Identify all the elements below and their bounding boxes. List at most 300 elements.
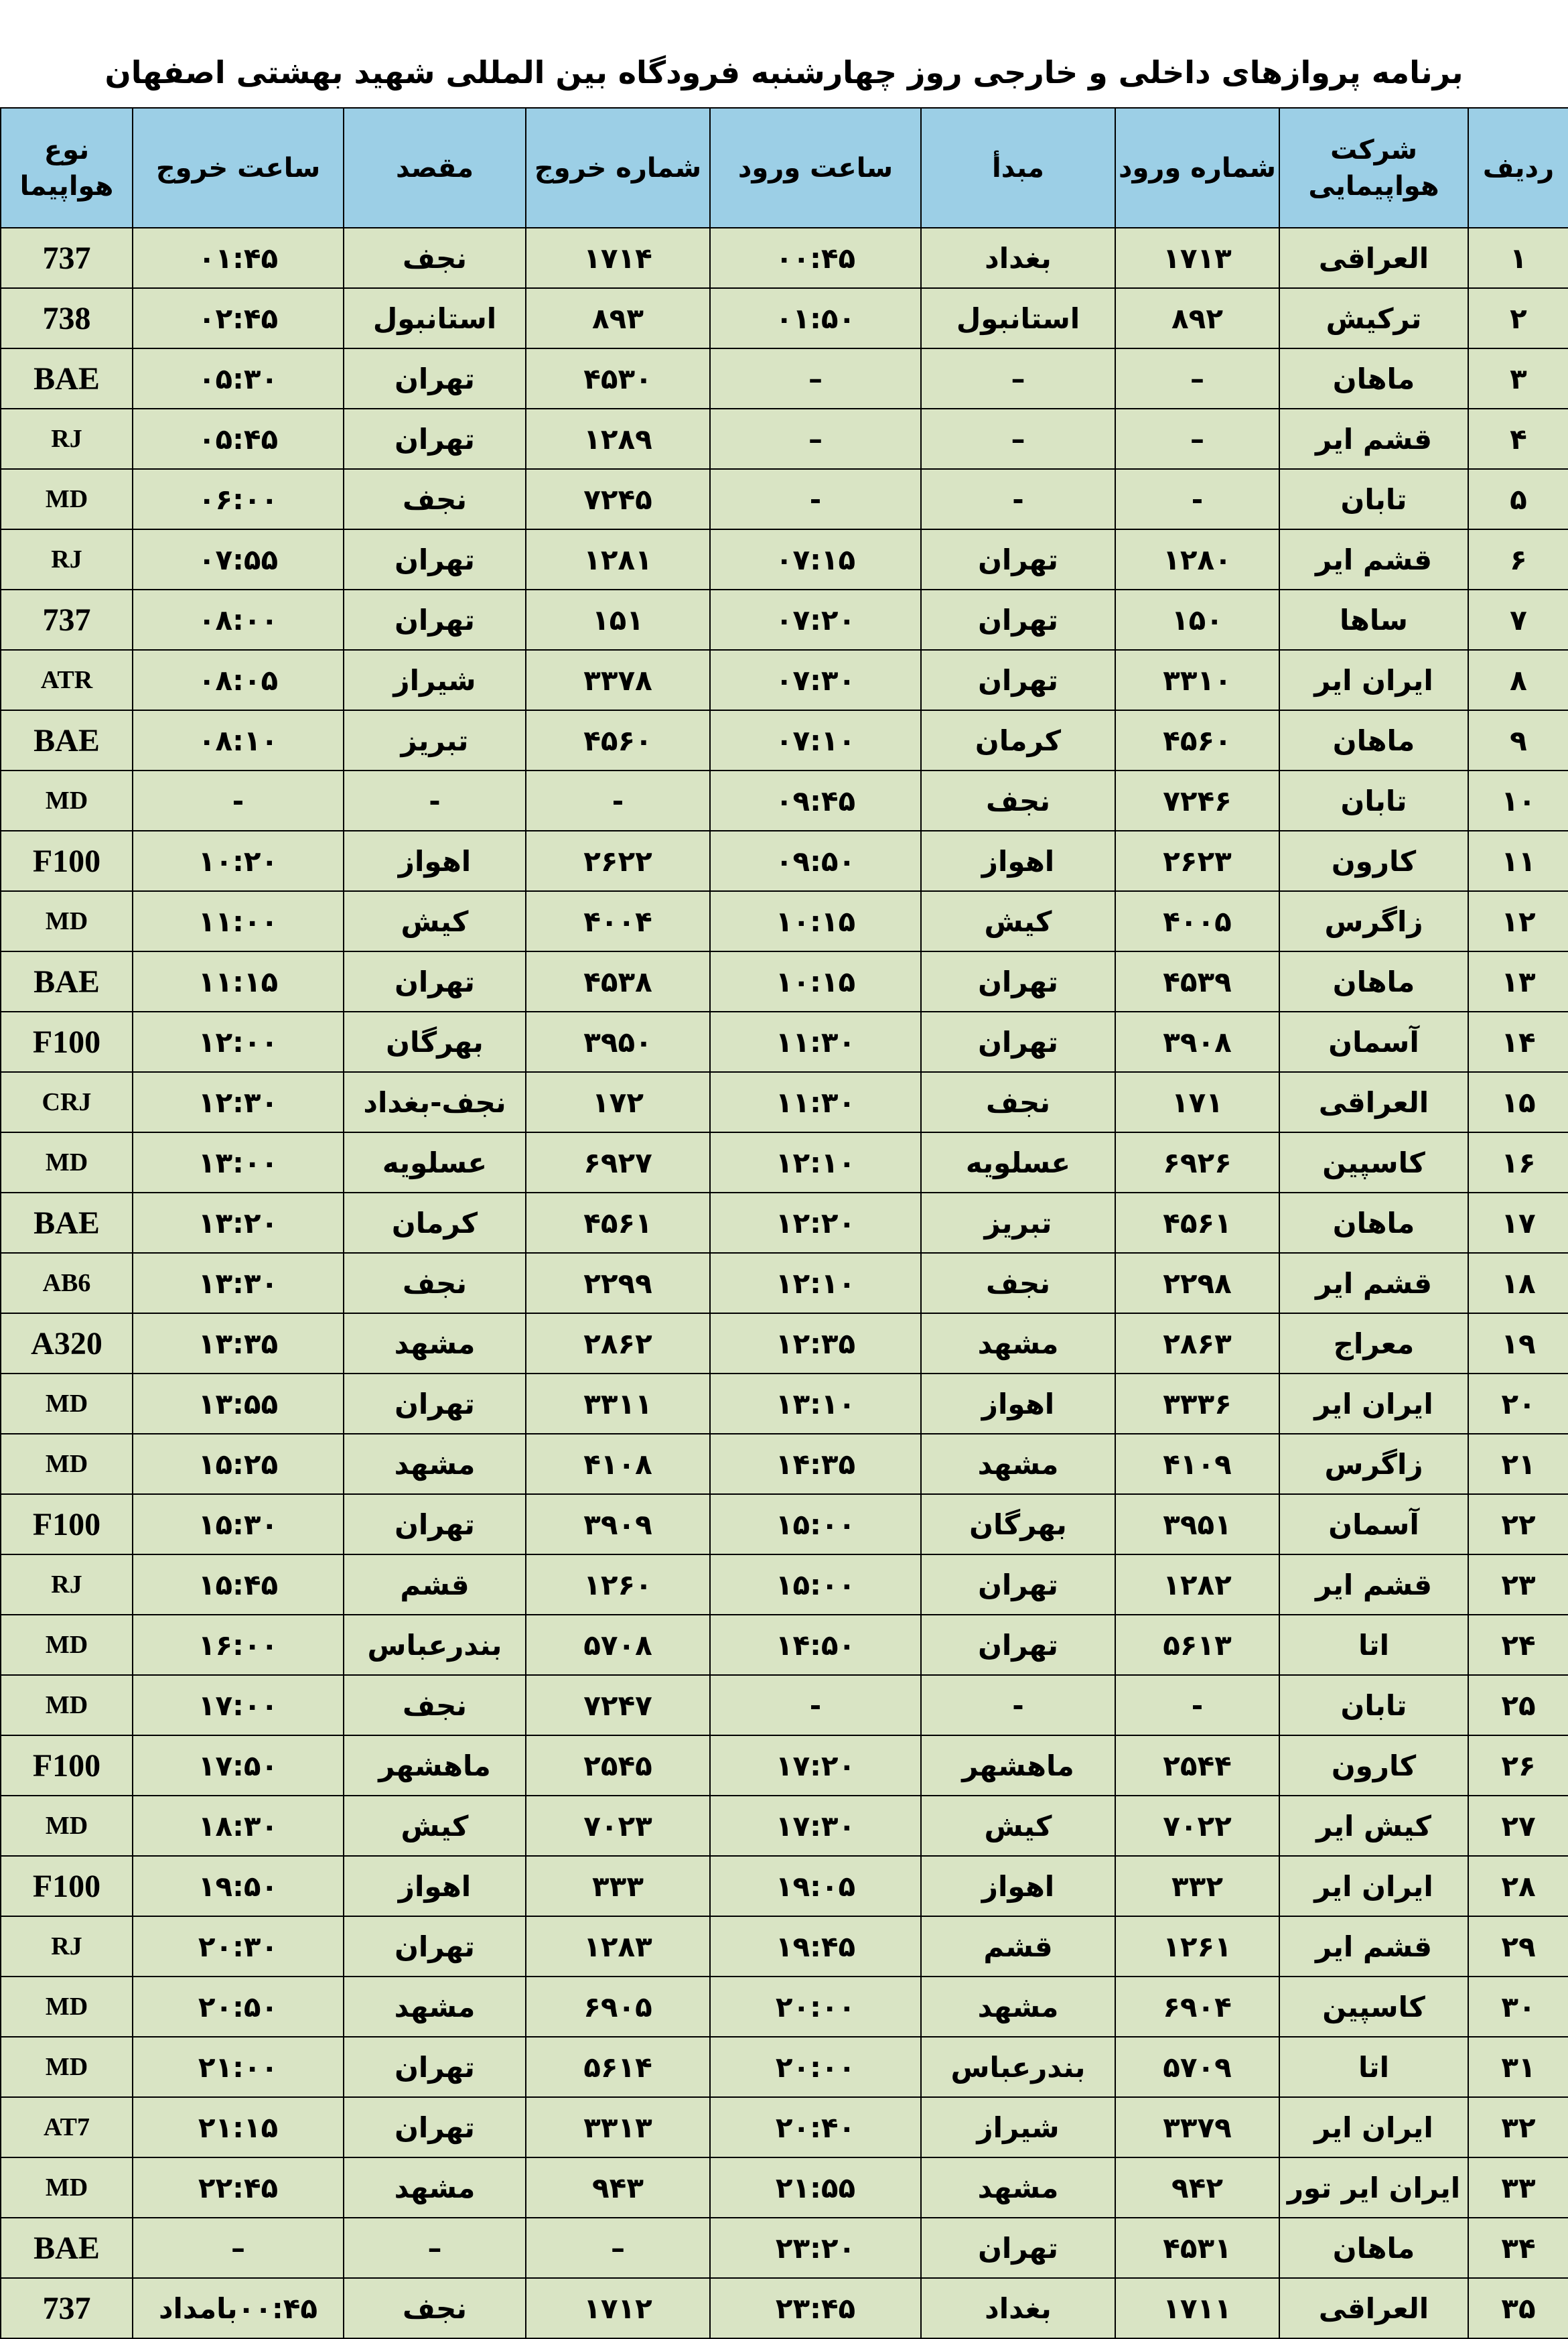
origin-cell: -: [921, 1675, 1115, 1735]
arrival-time-cell: ۱۰:۱۵: [710, 891, 921, 951]
table-row: [1, 348, 1568, 409]
row-number-cell: ۳۲: [1468, 2097, 1568, 2157]
arrival-number-cell: ۱۲۸۰: [1115, 529, 1279, 590]
departure-number-cell: ۳۳۳: [526, 1856, 710, 1916]
row-number-cell: ۲۵: [1468, 1675, 1568, 1735]
row-number-cell: ۱۱: [1468, 831, 1568, 891]
arrival-number-cell: –: [1115, 409, 1279, 469]
table-row: [1, 2157, 1568, 2218]
table-row: [1, 1374, 1568, 1434]
aircraft-type-cell: RJ: [1, 409, 133, 469]
aircraft-type-cell: ATR: [1, 650, 133, 710]
airline-cell: کارون: [1279, 1735, 1468, 1796]
departure-time-cell: ۰۸:۰۵: [133, 650, 344, 710]
flight-schedule-table: [0, 107, 1568, 2339]
departure-number-cell: ۲۶۲۲: [526, 831, 710, 891]
header-airline: شرکت هواپیمایی: [1279, 108, 1468, 228]
arrival-number-cell: ۱۷۱: [1115, 1072, 1279, 1132]
arrival-number-cell: ۴۵۶۱: [1115, 1193, 1279, 1253]
row-number-cell: ۳: [1468, 348, 1568, 409]
arrival-time-cell: ۰۷:۱۰: [710, 710, 921, 771]
origin-cell: نجف: [921, 771, 1115, 831]
row-number-cell: ۲۰: [1468, 1374, 1568, 1434]
arrival-time-cell: –: [710, 409, 921, 469]
row-number-cell: ۳۴: [1468, 2218, 1568, 2278]
arrival-time-cell: ۱۴:۵۰: [710, 1615, 921, 1675]
destination-cell: ماهشهر: [344, 1735, 526, 1796]
origin-cell: بهرگان: [921, 1494, 1115, 1554]
arrival-number-cell: ۹۴۲: [1115, 2157, 1279, 2218]
airline-cell: العراقی: [1279, 1072, 1468, 1132]
arrival-number-cell: ۳۳۱۰: [1115, 650, 1279, 710]
departure-time-cell: -: [133, 771, 344, 831]
arrival-number-cell: ۴۰۰۵: [1115, 891, 1279, 951]
destination-cell: –: [344, 2218, 526, 2278]
aircraft-type-cell: MD: [1, 2037, 133, 2097]
aircraft-type-cell: F100: [1, 831, 133, 891]
departure-time-cell: ۲۲:۴۵: [133, 2157, 344, 2218]
destination-cell: نجف: [344, 2278, 526, 2338]
origin-cell: بغداد: [921, 2278, 1115, 2338]
airline-cell: زاگرس: [1279, 891, 1468, 951]
departure-time-cell: ۰۶:۰۰: [133, 469, 344, 529]
table-row: [1, 1193, 1568, 1253]
arrival-number-cell: ۶۹۰۴: [1115, 1977, 1279, 2037]
airline-cell: ماهان: [1279, 951, 1468, 1012]
row-number-cell: ۲۹: [1468, 1916, 1568, 1977]
origin-cell: عسلویه: [921, 1132, 1115, 1193]
table-row: [1, 1253, 1568, 1313]
destination-cell: تهران: [344, 951, 526, 1012]
aircraft-type-cell: MD: [1, 1374, 133, 1434]
aircraft-type-cell: AT7: [1, 2097, 133, 2157]
aircraft-type-cell: MD: [1, 891, 133, 951]
departure-number-cell: ۱۵۱: [526, 590, 710, 650]
table-row: [1, 469, 1568, 529]
origin-cell: اهواز: [921, 831, 1115, 891]
airline-cell: ماهان: [1279, 348, 1468, 409]
table-row: [1, 891, 1568, 951]
origin-cell: نجف: [921, 1072, 1115, 1132]
aircraft-type-cell: BAE: [1, 348, 133, 409]
aircraft-type-cell: BAE: [1, 1193, 133, 1253]
airline-cell: ایران ایر تور: [1279, 2157, 1468, 2218]
aircraft-type-cell: BAE: [1, 2218, 133, 2278]
departure-number-cell: ۱۷۲: [526, 1072, 710, 1132]
arrival-time-cell: ۰۷:۳۰: [710, 650, 921, 710]
destination-cell: کیش: [344, 891, 526, 951]
arrival-number-cell: ۷۲۴۶: [1115, 771, 1279, 831]
departure-time-cell: ۰۵:۴۵: [133, 409, 344, 469]
origin-cell: مشهد: [921, 1313, 1115, 1374]
arrival-number-cell: ۱۵۰: [1115, 590, 1279, 650]
departure-time-cell: ۱۳:۵۵: [133, 1374, 344, 1434]
arrival-time-cell: –: [710, 348, 921, 409]
destination-cell: تهران: [344, 590, 526, 650]
arrival-number-cell: ۲۵۴۴: [1115, 1735, 1279, 1796]
airline-cell: اتا: [1279, 1615, 1468, 1675]
departure-time-cell: ۲۱:۰۰: [133, 2037, 344, 2097]
row-number-cell: ۲: [1468, 288, 1568, 348]
departure-number-cell: ۳۳۷۸: [526, 650, 710, 710]
destination-cell: نجف: [344, 469, 526, 529]
airline-cell: تابان: [1279, 1675, 1468, 1735]
origin-cell: اهواز: [921, 1374, 1115, 1434]
aircraft-type-cell: RJ: [1, 529, 133, 590]
table-row: [1, 650, 1568, 710]
departure-time-cell: ۱۲:۰۰: [133, 1012, 344, 1072]
departure-number-cell: ۷۲۴۷: [526, 1675, 710, 1735]
origin-cell: مشهد: [921, 2157, 1115, 2218]
aircraft-type-cell: MD: [1, 2157, 133, 2218]
destination-cell: عسلویه: [344, 1132, 526, 1193]
departure-number-cell: ۷۰۲۳: [526, 1796, 710, 1856]
airline-cell: ایران ایر: [1279, 1856, 1468, 1916]
destination-cell: تبریز: [344, 710, 526, 771]
arrival-number-cell: ۴۵۳۱: [1115, 2218, 1279, 2278]
origin-cell: کیش: [921, 1796, 1115, 1856]
table-row: [1, 1313, 1568, 1374]
departure-time-cell: ۱۱:۰۰: [133, 891, 344, 951]
table-row: [1, 1434, 1568, 1494]
aircraft-type-cell: MD: [1, 1977, 133, 2037]
arrival-time-cell: ۱۹:۰۵: [710, 1856, 921, 1916]
departure-number-cell: ۵۶۱۴: [526, 2037, 710, 2097]
arrival-number-cell: ۱۲۸۲: [1115, 1554, 1279, 1615]
destination-cell: مشهد: [344, 2157, 526, 2218]
arrival-time-cell: ۱۴:۳۵: [710, 1434, 921, 1494]
airline-cell: ماهان: [1279, 710, 1468, 771]
row-number-cell: ۷: [1468, 590, 1568, 650]
table-row: [1, 1856, 1568, 1916]
aircraft-type-cell: MD: [1, 771, 133, 831]
table-row: [1, 2278, 1568, 2338]
departure-number-cell: ۴۵۶۱: [526, 1193, 710, 1253]
arrival-number-cell: ۵۷۰۹: [1115, 2037, 1279, 2097]
arrival-time-cell: ۲۳:۴۵: [710, 2278, 921, 2338]
destination-cell: تهران: [344, 348, 526, 409]
table-row: [1, 2097, 1568, 2157]
destination-cell: تهران: [344, 2037, 526, 2097]
departure-number-cell: ۲۲۹۹: [526, 1253, 710, 1313]
row-number-cell: ۱۹: [1468, 1313, 1568, 1374]
airline-cell: تابان: [1279, 469, 1468, 529]
arrival-time-cell: ۱۷:۳۰: [710, 1796, 921, 1856]
departure-number-cell: ۴۵۳۰: [526, 348, 710, 409]
departure-number-cell: ۱۷۱۴: [526, 228, 710, 288]
departure-time-cell: ۰۸:۰۰: [133, 590, 344, 650]
departure-number-cell: ۹۴۳: [526, 2157, 710, 2218]
arrival-time-cell: ۱۵:۰۰: [710, 1554, 921, 1615]
destination-cell: تهران: [344, 529, 526, 590]
airline-cell: ترکیش: [1279, 288, 1468, 348]
departure-time-cell: ۱۳:۲۰: [133, 1193, 344, 1253]
departure-number-cell: ۳۳۱۱: [526, 1374, 710, 1434]
arrival-time-cell: ۰۱:۵۰: [710, 288, 921, 348]
origin-cell: اهواز: [921, 1856, 1115, 1916]
origin-cell: –: [921, 348, 1115, 409]
arrival-number-cell: ۱۲۶۱: [1115, 1916, 1279, 1977]
row-number-cell: ۹: [1468, 710, 1568, 771]
origin-cell: ماهشهر: [921, 1735, 1115, 1796]
arrival-time-cell: ۰۹:۴۵: [710, 771, 921, 831]
row-number-cell: ۵: [1468, 469, 1568, 529]
airline-cell: کاسپین: [1279, 1977, 1468, 2037]
table-row: [1, 1132, 1568, 1193]
aircraft-type-cell: F100: [1, 1856, 133, 1916]
table-row: [1, 831, 1568, 891]
aircraft-type-cell: AB6: [1, 1253, 133, 1313]
arrival-number-cell: ۷۰۲۲: [1115, 1796, 1279, 1856]
row-number-cell: ۴: [1468, 409, 1568, 469]
arrival-number-cell: ۳۹۰۸: [1115, 1012, 1279, 1072]
departure-number-cell: -: [526, 771, 710, 831]
departure-time-cell: ۱۰:۲۰: [133, 831, 344, 891]
table-row: [1, 771, 1568, 831]
arrival-number-cell: ۲۶۲۳: [1115, 831, 1279, 891]
airline-cell: زاگرس: [1279, 1434, 1468, 1494]
origin-cell: استانبول: [921, 288, 1115, 348]
header-origin: مبدأ: [921, 108, 1115, 228]
arrival-number-cell: -: [1115, 1675, 1279, 1735]
airline-cell: قشم ایر: [1279, 1554, 1468, 1615]
arrival-number-cell: ۳۹۵۱: [1115, 1494, 1279, 1554]
departure-time-cell: ۱۵:۴۵: [133, 1554, 344, 1615]
origin-cell: تهران: [921, 650, 1115, 710]
origin-cell: تهران: [921, 2218, 1115, 2278]
destination-cell: نجف-بغداد: [344, 1072, 526, 1132]
departure-time-cell: ۱۲:۳۰: [133, 1072, 344, 1132]
header-departure-time: ساعت خروج: [133, 108, 344, 228]
departure-time-cell: ۰۸:۱۰: [133, 710, 344, 771]
departure-time-cell: ۱۵:۲۵: [133, 1434, 344, 1494]
departure-time-cell: ۰۲:۴۵: [133, 288, 344, 348]
destination-cell: اهواز: [344, 831, 526, 891]
airline-cell: کارون: [1279, 831, 1468, 891]
departure-time-cell: ۰۵:۳۰: [133, 348, 344, 409]
aircraft-type-cell: MD: [1, 1675, 133, 1735]
aircraft-type-cell: BAE: [1, 710, 133, 771]
origin-cell: شیراز: [921, 2097, 1115, 2157]
arrival-time-cell: ۱۳:۱۰: [710, 1374, 921, 1434]
aircraft-type-cell: 737: [1, 228, 133, 288]
departure-time-cell: –: [133, 2218, 344, 2278]
departure-number-cell: –: [526, 2218, 710, 2278]
header-arrival-number: شماره ورود: [1115, 108, 1279, 228]
arrival-time-cell: ۱۱:۳۰: [710, 1072, 921, 1132]
arrival-time-cell: ۲۰:۴۰: [710, 2097, 921, 2157]
table-row: [1, 951, 1568, 1012]
destination-cell: نجف: [344, 1675, 526, 1735]
destination-cell: تهران: [344, 1494, 526, 1554]
table-row: [1, 1554, 1568, 1615]
table-row: [1, 1977, 1568, 2037]
table-row: [1, 1072, 1568, 1132]
departure-number-cell: ۷۲۴۵: [526, 469, 710, 529]
aircraft-type-cell: MD: [1, 1434, 133, 1494]
arrival-number-cell: ۳۳۳۶: [1115, 1374, 1279, 1434]
arrival-time-cell: ۱۷:۲۰: [710, 1735, 921, 1796]
table-row: [1, 2037, 1568, 2097]
table-row: [1, 1916, 1568, 1977]
departure-number-cell: ۴۱۰۸: [526, 1434, 710, 1494]
departure-number-cell: ۶۹۰۵: [526, 1977, 710, 2037]
departure-time-cell: ۱۷:۵۰: [133, 1735, 344, 1796]
arrival-time-cell: ۰۰:۴۵: [710, 228, 921, 288]
row-number-cell: ۱۶: [1468, 1132, 1568, 1193]
row-number-cell: ۱۵: [1468, 1072, 1568, 1132]
arrival-number-cell: -: [1115, 469, 1279, 529]
table-body: [1, 228, 1568, 2338]
table-row: [1, 2218, 1568, 2278]
departure-time-cell: ۲۰:۵۰: [133, 1977, 344, 2037]
departure-time-cell: ۰۷:۵۵: [133, 529, 344, 590]
table-row: [1, 228, 1568, 288]
destination-cell: نجف: [344, 228, 526, 288]
departure-time-cell: ۲۰:۳۰: [133, 1916, 344, 1977]
row-number-cell: ۲۳: [1468, 1554, 1568, 1615]
departure-number-cell: ۲۸۶۲: [526, 1313, 710, 1374]
airline-cell: العراقی: [1279, 2278, 1468, 2338]
header-departure-number: شماره خروج: [526, 108, 710, 228]
header-aircraft-type: نوع هواپیما: [1, 108, 133, 228]
destination-cell: مشهد: [344, 1313, 526, 1374]
destination-cell: -: [344, 771, 526, 831]
origin-cell: قشم: [921, 1916, 1115, 1977]
table-row: [1, 288, 1568, 348]
airline-cell: آسمان: [1279, 1494, 1468, 1554]
departure-time-cell: ۱۷:۰۰: [133, 1675, 344, 1735]
departure-number-cell: ۱۷۱۲: [526, 2278, 710, 2338]
aircraft-type-cell: MD: [1, 1615, 133, 1675]
departure-time-cell: ۱۹:۵۰: [133, 1856, 344, 1916]
origin-cell: تهران: [921, 529, 1115, 590]
table-row: [1, 1735, 1568, 1796]
departure-time-cell: ۰۱:۴۵: [133, 228, 344, 288]
arrival-number-cell: ۱۷۱۳: [1115, 228, 1279, 288]
destination-cell: کرمان: [344, 1193, 526, 1253]
arrival-number-cell: ۳۳۲: [1115, 1856, 1279, 1916]
origin-cell: -: [921, 469, 1115, 529]
airline-cell: اتا: [1279, 2037, 1468, 2097]
arrival-time-cell: ۲۱:۵۵: [710, 2157, 921, 2218]
origin-cell: بغداد: [921, 228, 1115, 288]
departure-number-cell: ۳۹۰۹: [526, 1494, 710, 1554]
origin-cell: کیش: [921, 891, 1115, 951]
aircraft-type-cell: 737: [1, 2278, 133, 2338]
row-number-cell: ۲۴: [1468, 1615, 1568, 1675]
departure-number-cell: ۶۹۲۷: [526, 1132, 710, 1193]
arrival-time-cell: ۱۲:۳۵: [710, 1313, 921, 1374]
row-number-cell: ۱۳: [1468, 951, 1568, 1012]
arrival-number-cell: ۱۷۱۱: [1115, 2278, 1279, 2338]
departure-number-cell: ۱۲۸۹: [526, 409, 710, 469]
arrival-number-cell: ۶۹۲۶: [1115, 1132, 1279, 1193]
page-title: برنامه پروازهای داخلی و خارجی روز چهارشنبه فرودگاه بین المللی شهید بهشتی اصفهان: [104, 54, 1464, 90]
arrival-number-cell: ۴۵۶۰: [1115, 710, 1279, 771]
aircraft-type-cell: A320: [1, 1313, 133, 1374]
departure-number-cell: ۲۵۴۵: [526, 1735, 710, 1796]
airline-cell: ماهان: [1279, 1193, 1468, 1253]
arrival-time-cell: ۱۵:۰۰: [710, 1494, 921, 1554]
row-number-cell: ۱۰: [1468, 771, 1568, 831]
aircraft-type-cell: 738: [1, 288, 133, 348]
aircraft-type-cell: MD: [1, 1796, 133, 1856]
arrival-time-cell: ۲۰:۰۰: [710, 2037, 921, 2097]
origin-cell: تهران: [921, 1615, 1115, 1675]
arrival-time-cell: ۰۷:۱۵: [710, 529, 921, 590]
arrival-time-cell: -: [710, 469, 921, 529]
destination-cell: بندرعباس: [344, 1615, 526, 1675]
arrival-number-cell: ۲۸۶۳: [1115, 1313, 1279, 1374]
arrival-time-cell: ۰۹:۵۰: [710, 831, 921, 891]
aircraft-type-cell: MD: [1, 469, 133, 529]
row-number-cell: ۸: [1468, 650, 1568, 710]
table-row: [1, 1494, 1568, 1554]
airline-cell: العراقی: [1279, 228, 1468, 288]
destination-cell: مشهد: [344, 1977, 526, 2037]
airline-cell: قشم ایر: [1279, 409, 1468, 469]
aircraft-type-cell: F100: [1, 1735, 133, 1796]
row-number-cell: ۱۲: [1468, 891, 1568, 951]
aircraft-type-cell: CRJ: [1, 1072, 133, 1132]
origin-cell: مشهد: [921, 1977, 1115, 2037]
arrival-time-cell: ۱۲:۲۰: [710, 1193, 921, 1253]
destination-cell: مشهد: [344, 1434, 526, 1494]
aircraft-type-cell: MD: [1, 1132, 133, 1193]
row-number-cell: ۱۴: [1468, 1012, 1568, 1072]
header-arrival-time: ساعت ورود: [710, 108, 921, 228]
destination-cell: کیش: [344, 1796, 526, 1856]
table-row: [1, 590, 1568, 650]
table-row: [1, 1675, 1568, 1735]
row-number-cell: ۱۷: [1468, 1193, 1568, 1253]
origin-cell: تبریز: [921, 1193, 1115, 1253]
table-row: [1, 409, 1568, 469]
row-number-cell: ۲۶: [1468, 1735, 1568, 1796]
departure-time-cell: ۱۸:۳۰: [133, 1796, 344, 1856]
row-number-cell: ۲۸: [1468, 1856, 1568, 1916]
arrival-number-cell: ۵۶۱۳: [1115, 1615, 1279, 1675]
airline-cell: کاسپین: [1279, 1132, 1468, 1193]
row-number-cell: ۲۱: [1468, 1434, 1568, 1494]
departure-number-cell: ۴۵۳۸: [526, 951, 710, 1012]
aircraft-type-cell: 737: [1, 590, 133, 650]
destination-cell: قشم: [344, 1554, 526, 1615]
airline-cell: ایران ایر: [1279, 1374, 1468, 1434]
table-row: [1, 529, 1568, 590]
aircraft-type-cell: BAE: [1, 951, 133, 1012]
departure-time-cell: ۱۳:۳۵: [133, 1313, 344, 1374]
departure-time-cell: ۱۶:۰۰: [133, 1615, 344, 1675]
airline-cell: آسمان: [1279, 1012, 1468, 1072]
destination-cell: استانبول: [344, 288, 526, 348]
row-number-cell: ۲۲: [1468, 1494, 1568, 1554]
row-number-cell: ۳۳: [1468, 2157, 1568, 2218]
departure-number-cell: ۵۷۰۸: [526, 1615, 710, 1675]
airline-cell: قشم ایر: [1279, 1253, 1468, 1313]
table-row: [1, 1796, 1568, 1856]
header-row-number: ردیف: [1468, 108, 1568, 228]
origin-cell: تهران: [921, 590, 1115, 650]
origin-cell: تهران: [921, 1012, 1115, 1072]
airline-cell: کیش ایر: [1279, 1796, 1468, 1856]
departure-number-cell: ۴۰۰۴: [526, 891, 710, 951]
row-number-cell: ۳۰: [1468, 1977, 1568, 2037]
row-number-cell: ۱: [1468, 228, 1568, 288]
arrival-time-cell: ۲۰:۰۰: [710, 1977, 921, 2037]
departure-number-cell: ۸۹۳: [526, 288, 710, 348]
